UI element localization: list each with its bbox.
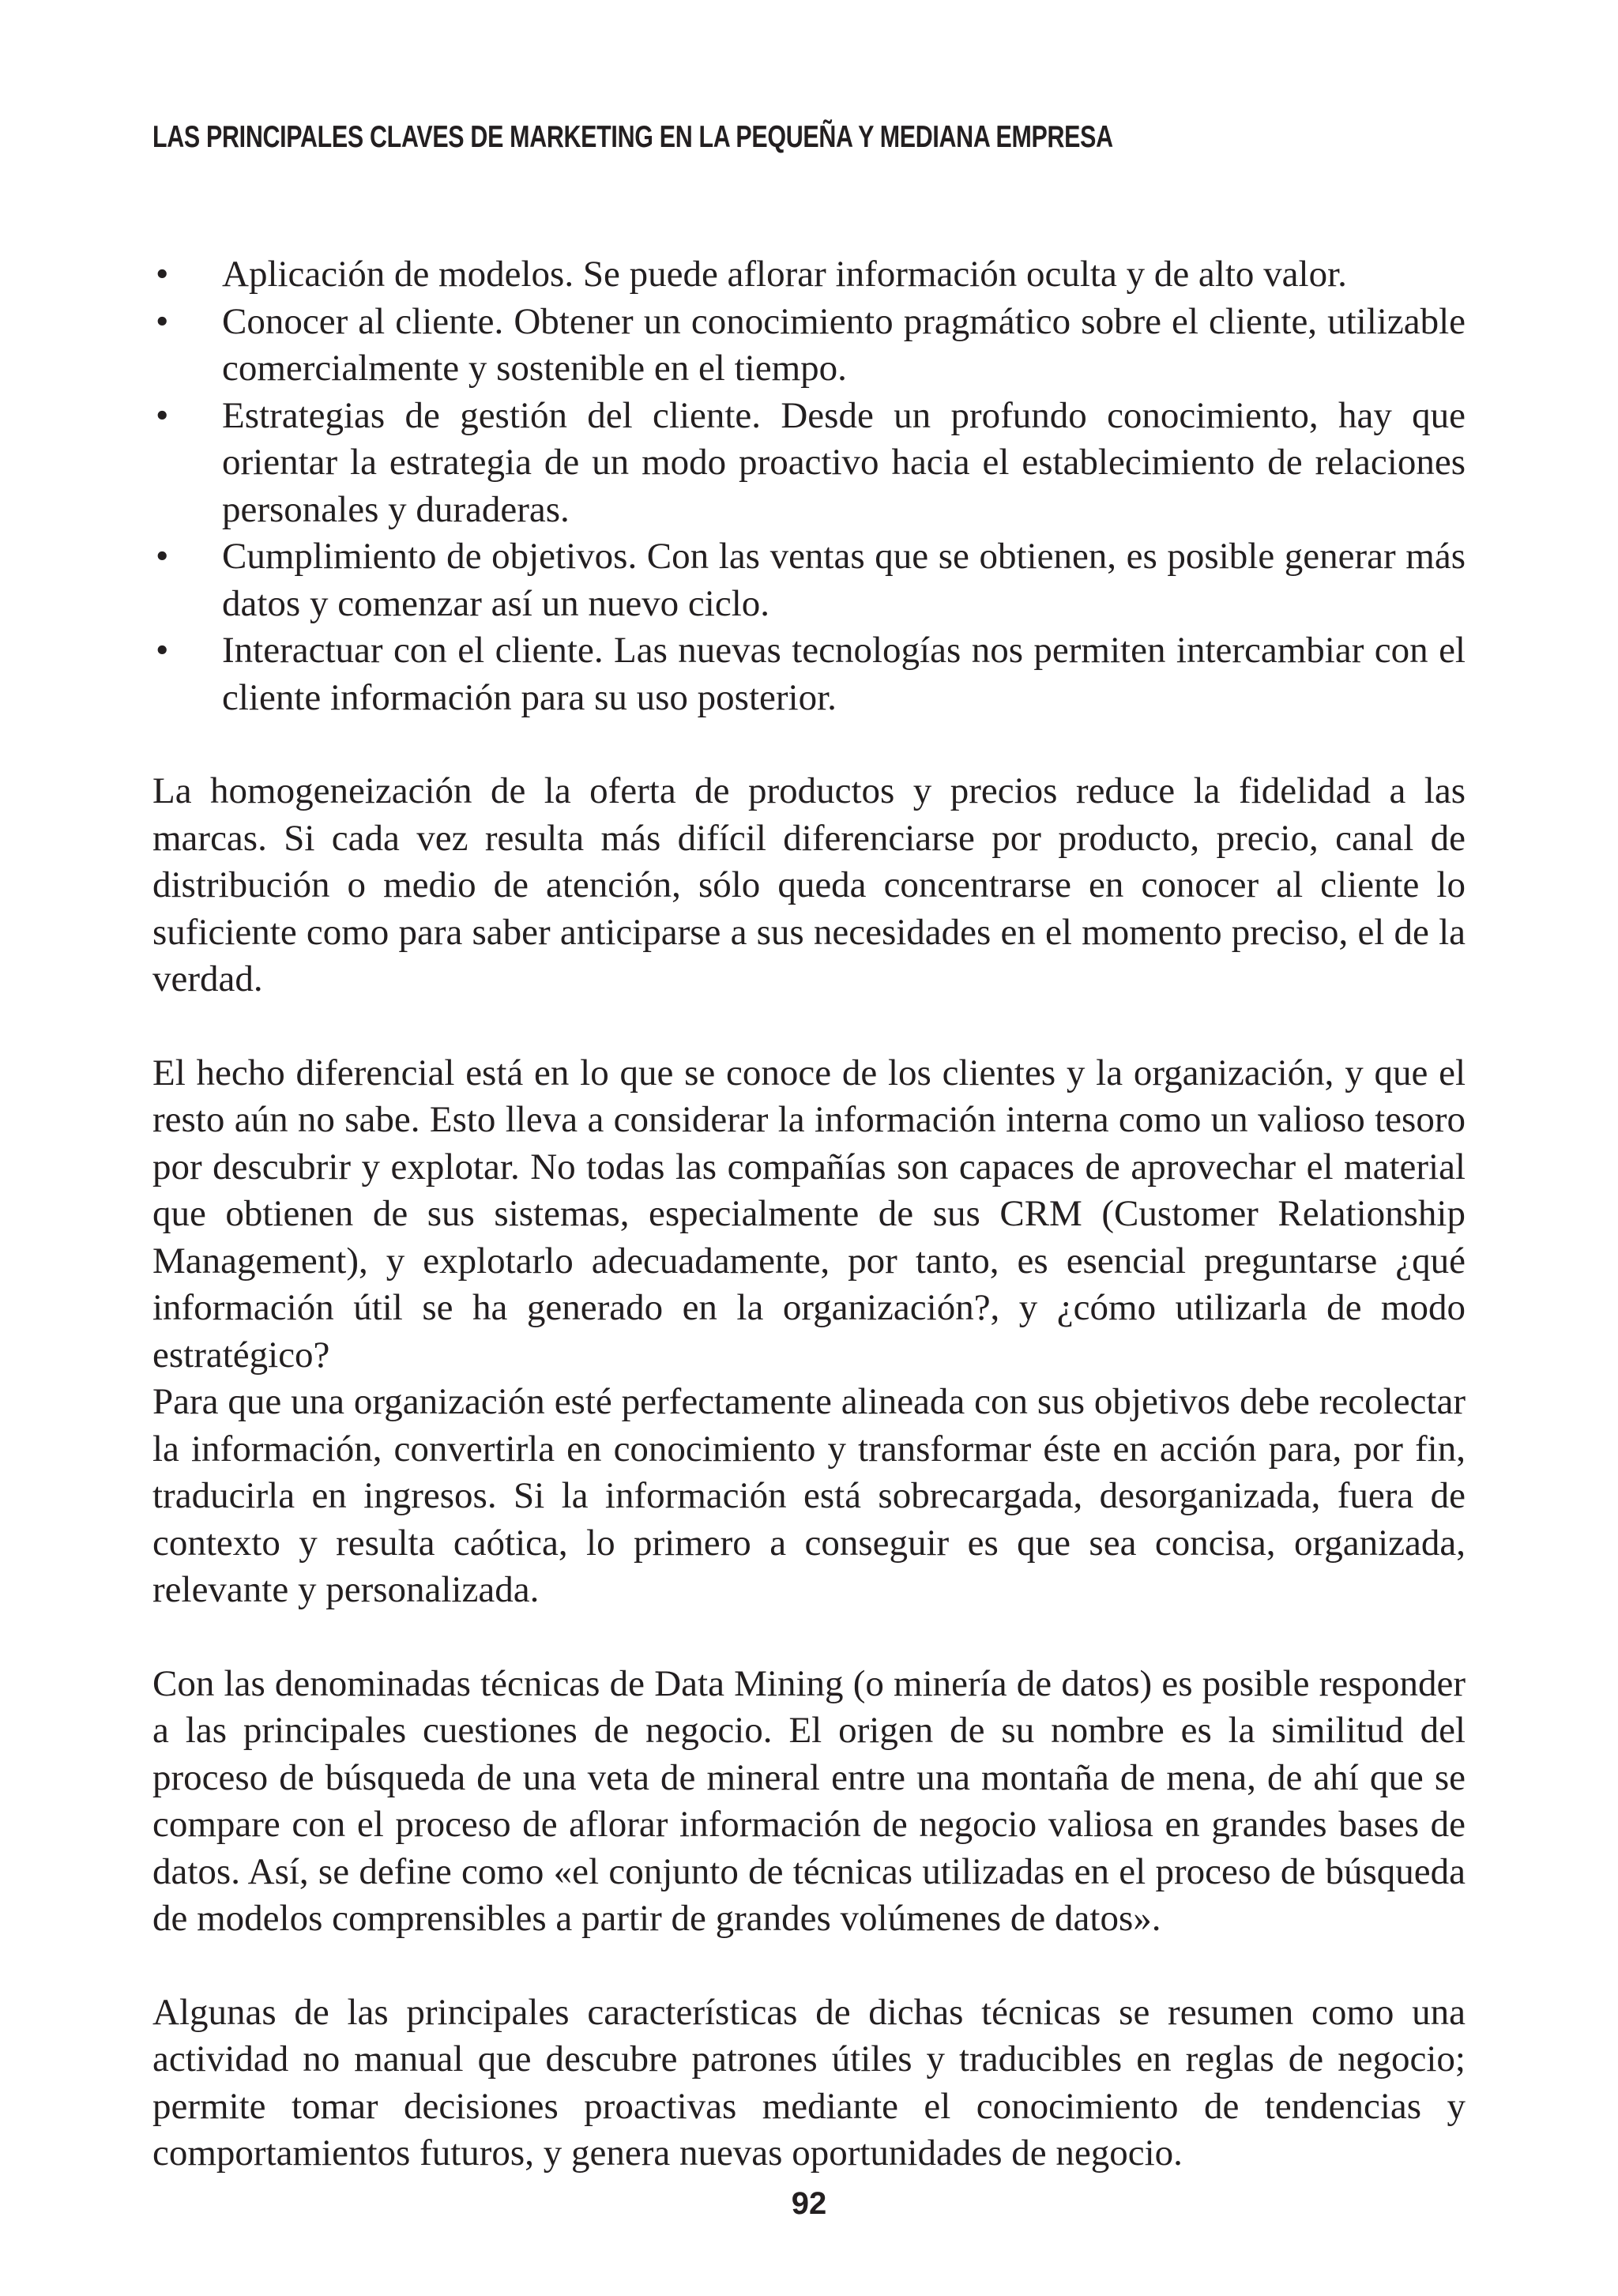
page-body (152, 251, 1466, 2177)
list-item (152, 393, 1466, 534)
list-item-text: Conocer al cliente. Obtener un conocimiento pragmático sobre el cliente, utilizable comercialmente y sostenible en el tiempo. (222, 300, 1466, 389)
paragraph-brand-loyalty: La homogeneización de la oferta de productos y precios reduce la fidelidad a las marcas. Si cada vez resulta más difícil diferenciarse por producto, precio, canal de distribución o medio de atención, sólo queda concentrarse en conocer al cliente lo suficiente como para saber anticiparse a sus necesidades en el momento preciso, el de la verdad. (152, 770, 1466, 999)
list-item-text: Cumplimiento de objetivos. Con las ventas que se obtienen, es posible generar más datos y comenzar así un nuevo ciclo. (222, 536, 1466, 624)
list-item-text: Aplicación de modelos. Se puede aflorar información oculta y de alto valor. (222, 254, 1347, 295)
paragraph-characteristics: Algunas de las principales características de dichas técnicas se resumen como una actividad no manual que descubre patrones útiles y traducibles en reglas de negocio; permite tomar decisiones proactivas mediante el conocimiento de tendencias y comportamientos futuros, y genera nuevas oportunidades de negocio. (152, 1991, 1466, 2174)
list-item (152, 627, 1466, 721)
list-item (152, 533, 1466, 627)
paragraph-organization-alignment: Para que una organización esté perfectamente alineada con sus objetivos debe recolectar la información, convertirla en conocimiento y transformar éste en acción para, por fin, traducirla en ingresos. Si la información está sobrecargada, desorganizada, fuera de contexto y resulta caótica, lo primero a conseguir es que sea concisa, organizada, relevante y personalizada. (152, 1381, 1466, 1610)
list-item-text: Estrategias de gestión del cliente. Desde un profundo conocimiento, hay que orientar la estrategia de un modo proactivo hacia el establecimiento de relaciones personales y duraderas. (222, 394, 1466, 530)
paragraph-differential-fact: El hecho diferencial está en lo que se conoce de los clientes y la organización, y que el resto aún no sabe. Esto lleva a considerar la información interna como un valioso tesoro por descubrir y explotar. No todas las compañías son capaces de aprovechar el material que obtienen de sus sistemas, especialmente de sus CRM (Customer Relationship Management), y explotarlo adecuadamente, por tanto, es esencial preguntarse ¿qué información útil se ha generado en la organización?, y ¿cómo utilizarla de modo estratégico? (152, 1052, 1466, 1376)
list-item (152, 299, 1466, 393)
running-header-title: LAS PRINCIPALES CLAVES DE MARKETING EN LA PEQUEÑA Y MEDIANA EMPRESA (152, 120, 1113, 154)
list-item (152, 251, 1466, 299)
bullet-icon: • (156, 254, 169, 295)
page-number: 92 (791, 2186, 827, 2221)
paragraph-data-mining: Con las denominadas técnicas de Data Mining (o minería de datos) es posible responder a las principales cuestiones de negocio. El origen de su nombre es la similitud del proceso de búsqueda de una veta de mineral entre una montaña de mena, de ahí que se compare con el proceso de aflorar información de negocio valiosa en grandes bases de datos. Así, se define como «el conjunto de técnicas utilizadas en el proceso de búsqueda de modelos comprensibles a partir de grandes volúmenes de datos». (152, 1662, 1466, 1939)
bullet-icon: • (156, 394, 169, 436)
bullet-list (152, 251, 1466, 721)
bullet-icon: • (156, 536, 169, 577)
list-item-text: Interactuar con el cliente. Las nuevas tecnologías nos permiten intercambiar con el cliente información para su uso posterior. (222, 630, 1466, 718)
bullet-icon: • (156, 630, 169, 671)
bullet-icon: • (156, 300, 169, 342)
